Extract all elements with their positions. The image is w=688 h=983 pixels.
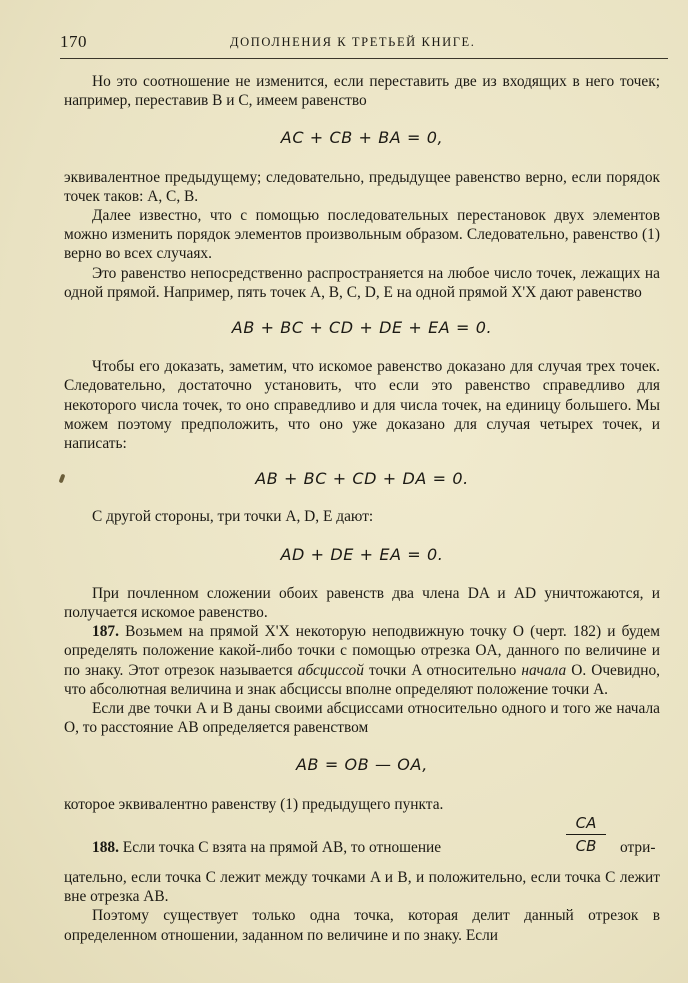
section-187 xyxy=(64,622,660,699)
formula: AB = OB — OA, xyxy=(296,755,428,775)
formula: AC + CB + BA = 0, xyxy=(280,128,444,148)
page-body xyxy=(64,72,660,945)
paragraph-text: Возьмем на прямой X'X некоторую неподвижную точку O (черт. 182) и будем определять положение какой-либо точки с помощью отрезка OA, данного по величине и по знаку. Этот отрезок называется xyxy=(64,623,660,679)
paragraph: эквивалентное предыдущему; следовательно, предыдущее равенство верно, если порядок точек таков: A, C, B. xyxy=(64,168,660,205)
page-header xyxy=(60,30,668,56)
running-head: ДОПОЛНЕНИЯ К ТРЕТЬЕЙ КНИГЕ. xyxy=(230,35,476,49)
paragraph: цательно, если точка C лежит между точками A и B, и положительно, если точка C лежит вне отрезка AB. xyxy=(64,868,660,906)
formula: AB + BC + CD + DA = 0. xyxy=(255,469,469,489)
paragraph: Далее известно, что с помощью последовательных перестановок двух элементов можно изменить порядок элементов произвольным образом. Следовательно, равенство (1) верно во всех случаях. xyxy=(64,207,660,263)
fraction-denominator: CB xyxy=(575,837,597,856)
section-188-first-line xyxy=(64,814,660,864)
fraction-numerator: CA xyxy=(566,814,606,835)
formula: AD + DE + EA = 0. xyxy=(280,544,444,564)
page-number: 170 xyxy=(60,32,87,51)
section-188-lead xyxy=(64,838,441,857)
paragraph-text: Если точка C взята на прямой AB, то отношение xyxy=(122,838,442,856)
paragraph: Если две точки A и B даны своими абсциссами относительно одного и того же начала O, то расстояние AB определяется равенством xyxy=(64,700,660,737)
paragraph: С другой стороны, три точки A, D, E дают: xyxy=(92,508,374,526)
paragraph-text: отри- xyxy=(620,838,656,856)
paragraph-text: точки A относительно xyxy=(368,661,517,679)
section-number: 188. xyxy=(92,838,119,856)
formula: AB + BC + CD + DE + EA = 0. xyxy=(231,318,493,338)
header-rule xyxy=(60,58,668,59)
paragraph: которое эквивалентно равенству (1) предыдущего пункта. xyxy=(64,795,444,813)
paragraph-text: O. Очевидно, что абсолютная величина и знак абсциссы вполне определяют положение точки A. xyxy=(64,661,661,698)
paragraph: При почленном сложении обоих равенств два члена DA и AD уничтожаются, и получается искомое равенство. xyxy=(64,584,660,622)
paragraph: Чтобы его доказать, заметим, что искомое равенство доказано для случая трех точек. Следовательно, достаточно установить, что если это равенство справедливо для некоторого числа точек, то оно справедливо и для числа точек, на единицу большего. Мы можем поэтому предположить, что оно уже доказано для случая четырех точек, и написать: xyxy=(64,358,660,453)
fraction-ca-cb xyxy=(566,814,606,856)
section-number: 187. xyxy=(92,623,119,641)
paragraph: Поэтому существует только одна точка, которая делит данный отрезок в определенном отношении, заданном по величине и по знаку. Если xyxy=(64,907,660,944)
paragraph: Но это соотношение не изменится, если переставить две из входящих в него точек; например, переставив B и C, имеем равенство xyxy=(64,73,660,110)
term-abscissa: абсциссой xyxy=(297,661,364,679)
paragraph: Это равенство непосредственно распространяется на любое число точек, лежащих на одной прямой. Например, пять точек A, B, C, D, E на одной прямой X'X дают равенство xyxy=(64,264,660,301)
term-origin: начала xyxy=(521,661,567,679)
